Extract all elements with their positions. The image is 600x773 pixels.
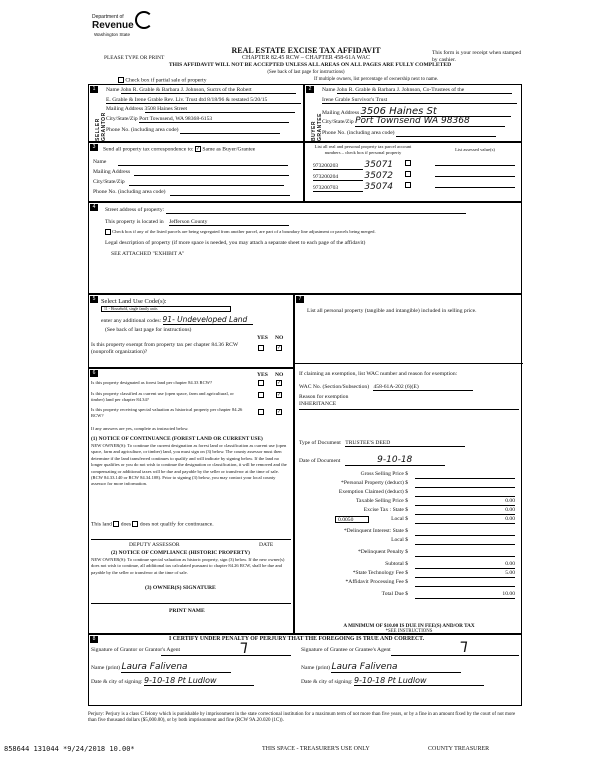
document-date-label: Date of Document [299, 458, 341, 464]
tax-row-value [415, 528, 515, 536]
tax-row-label: Local $ [391, 537, 408, 543]
tax-row-label: Total Due $ [381, 591, 408, 597]
grantee-date-label: Date & city of signing: [301, 679, 353, 685]
historical-yes-checkbox[interactable] [258, 409, 264, 415]
parcel-list-header: List all real and personal property tax parcel account numbers – check box if personal property [314, 144, 412, 155]
same-as-buyer-checkbox[interactable]: ✓ [195, 147, 201, 152]
additional-codes-label: enter any additional codes: [101, 318, 162, 324]
owner-signature-line [91, 603, 291, 604]
does-label: does [120, 521, 132, 528]
forest-land-question: Is this property designated as forest land per chapter 84.33 RCW? [91, 380, 213, 385]
document-date: 9-10-18 [345, 455, 445, 466]
tax-row [295, 507, 523, 515]
perjury-notice: Perjury: Perjury is a class C felony which is punishable by imprisonment in the state correctional institution for a maximum term of not more than five years, or by a fine in an amount fixed by the court of not more than five thousand dollars ($5,000.00), or by both imprisonment and fine (RCW 9A.20.020 (1C)). [88, 712, 516, 724]
section-number: 7 [296, 296, 304, 303]
corr-phone [170, 189, 290, 196]
dor-logo-mark-icon [135, 11, 153, 29]
parcel-number: 973200203 [313, 163, 363, 170]
dor-logo-line1: Department of [92, 14, 124, 20]
parcel-list [304, 142, 522, 202]
grantor-date: 9-10-18 Pt Ludlow [144, 676, 254, 686]
land-use-select[interactable]: 11 - Household, single family units [101, 306, 231, 312]
form-chapter: CHAPTER 82.45 RCW – CHAPTER 458-61A WAC [242, 55, 370, 61]
tax-row-value: 5.00 [415, 570, 515, 578]
tax-row-label: *Delinquent Penalty $ [357, 549, 408, 555]
tax-row-label: *State Technology Fee $ [352, 570, 408, 576]
minimum-due: A MINIMUM OF $10.00 IS DUE IN FEE(S) AND/OR TAX [343, 623, 475, 629]
partial-sale-label: Check box if partial sale of property [125, 77, 207, 84]
county-treasurer-label: COUNTY TREASURER [428, 746, 490, 752]
corr-name [118, 159, 288, 166]
buyer-phone-label: Phone No. (including area code) [322, 130, 395, 136]
local-label: Local $ [391, 516, 408, 522]
grantor-signature-label: Signature of Grantor or Grantor's Agent [91, 647, 181, 653]
section-number: 4 [90, 204, 98, 211]
seller-side-label: SELLER GRANTOR [95, 112, 107, 141]
multiple-owners-note: If multiple owners, list percentage of ownership next to name. [314, 77, 439, 82]
assessed-value-header: List assessed value(s) [455, 147, 495, 152]
seller-phone [180, 127, 280, 134]
section-number: 6 [90, 370, 98, 377]
see-instructions: *SEE INSTRUCTIONS [385, 629, 433, 634]
personal-property-checkbox[interactable] [405, 171, 411, 177]
print-name-label: PRINT NAME [169, 608, 205, 614]
section-number: 3 [90, 144, 98, 151]
if-yes-note: If any answers are yes, complete as instructed below. [91, 426, 189, 431]
section-number: 2 [306, 86, 314, 93]
section-8-certification [88, 634, 522, 706]
seller-address: 3508 Haines Street [145, 106, 295, 113]
section-1-seller [88, 84, 304, 142]
yes-header: YES [257, 335, 268, 341]
deputy-assessor-label: DEPUTY ASSESSOR [129, 542, 180, 548]
section-3-correspondence [88, 142, 304, 202]
county: Jefferson County [169, 219, 289, 226]
segregated-label: Check box if any of the listed parcels are being segregated from another parcel, are part of a boundary line adjustment or parcels being merged. [112, 229, 376, 235]
dor-logo-line3: Washington State [94, 32, 131, 37]
dor-logo-line2: Revenue [92, 20, 134, 31]
assessed-value-line [435, 176, 515, 177]
forest-no-checkbox[interactable]: ✓ [277, 381, 282, 386]
partial-sale [118, 77, 207, 83]
buyer-city: Port Townsend WA 98368 [355, 117, 505, 127]
exempt-no-checkbox[interactable]: ✓ [277, 346, 282, 351]
tax-row [295, 570, 523, 578]
tax-row-label: Subtotal $ [385, 561, 408, 567]
section-6-designation [88, 368, 294, 634]
document-type-label: Type of Document [299, 440, 341, 446]
partial-sale-checkbox[interactable] [118, 77, 124, 83]
tax-row [295, 489, 523, 497]
additional-codes: 91- Undeveloped Land [163, 315, 253, 325]
corr-city-label: City/State/Zip [93, 179, 125, 185]
tax-row [295, 591, 523, 599]
parcel-number: 973200703 [313, 185, 363, 192]
buyer-name-2: Irene Grable Survivor's Trust [322, 97, 517, 104]
grantor-name-label: Name (print) [91, 665, 121, 671]
forest-yes-checkbox[interactable] [258, 380, 264, 386]
grantee-signature-label: Signature of Grantee or Grantee's Agent [301, 647, 391, 653]
exempt-yes-checkbox[interactable] [258, 345, 264, 351]
section-number: 1 [90, 86, 98, 93]
grantee-name: Laura Falivena [331, 662, 461, 673]
qualify-row [91, 521, 214, 527]
no-header: NO [275, 335, 284, 341]
located-label: This property is located in [105, 219, 164, 225]
tax-local-row [295, 516, 523, 524]
tax-row-value: 0.00 [415, 561, 515, 569]
street-address-label: Street address of property: [105, 207, 165, 213]
tax-row [295, 471, 523, 479]
personal-property-checkbox[interactable] [405, 182, 411, 188]
does-not-label: does not qualify for continuance. [139, 521, 214, 528]
parcel-row [313, 160, 393, 170]
owner-signature-title: (3) OWNER(S) SIGNATURE [145, 585, 216, 591]
continuance-title: (1) NOTICE OF CONTINUANCE (FOREST LAND OR CURRENT USE) [91, 436, 263, 442]
tax-row-value [415, 537, 515, 545]
tax-row-label: Gross Selling Price $ [360, 471, 408, 477]
parcel-handwritten: 35072 [364, 171, 394, 181]
historical-question: Is this property receiving special valuation as historical property per chapter 84.26 RCW? [91, 407, 243, 418]
parcel-row [313, 171, 393, 181]
corr-city [129, 179, 284, 186]
local-value: 0.00 [415, 516, 515, 524]
no-header: NO [275, 372, 284, 378]
receipt-note: This form is your receipt when stamped by cashier. [432, 50, 522, 63]
tax-row-label: *Personal Property (deduct) $ [341, 480, 408, 486]
form-see-back: (See back of last page for instructions) [267, 70, 345, 75]
corr-address [134, 169, 289, 176]
parcel-handwritten: 35074 [364, 182, 394, 192]
does-not-checkbox[interactable] [132, 521, 138, 527]
tax-row-label: *Delinquent Interest: State $ [343, 528, 408, 534]
exemption-label: If claiming an exemption, list WAC number and reason for exemption: [299, 371, 458, 377]
deputy-line [91, 539, 291, 540]
treasurer-stamp: 858644 131044 *9/24/2018 10.00* [4, 745, 135, 753]
tax-row [295, 528, 523, 536]
parcel-number: 973200204 [313, 174, 363, 181]
buyer-name-1: John R. Grable & Barbara J. Johnson, Co-Trustees of the [337, 87, 512, 94]
tax-row-label: Exemption Claimed (deduct) $ [338, 489, 408, 495]
local-rate: 0.0050 [335, 516, 369, 523]
tax-row-label: Taxable Selling Price $ [356, 498, 408, 504]
land-use-see-back: (See back of last page for instructions) [105, 327, 192, 333]
wac-label: WAC No. (Section/Subsection) [299, 384, 370, 390]
personal-property-label: List all personal property (tangible and intangible) included in selling price. [307, 308, 477, 314]
buyer-side-label: BUYER GRANTEE [311, 113, 323, 141]
seller-name-label: Name [106, 87, 120, 93]
section-number: 8 [90, 636, 98, 643]
tax-row-label: *Affidavit Processing Fee $ [345, 579, 408, 585]
buyer-city-label: City/State/Zip [322, 119, 354, 125]
same-as-buyer-label: Same as Buyer/Grantee [202, 146, 256, 153]
current-use-no-checkbox[interactable]: ✓ [277, 393, 282, 398]
tax-row [295, 480, 523, 488]
divider [295, 363, 523, 364]
compliance-body: NEW OWNER(S): To continue special valuation as historic property, sign (3) below. If the new owner(s) does not wish to continue, all additional tax calculated pursuant to chapter 84.26 RCW, shall be due and payable by the seller or transferor at the time of sale. [91, 557, 285, 575]
grantor-date-label: Date & city of signing: [91, 679, 143, 685]
grantee-signature-line [391, 655, 519, 656]
seller-city: Port Townsend, WA 98368-6153 [139, 116, 289, 123]
form-title: REAL ESTATE EXCISE TAX AFFIDAVIT [231, 46, 381, 55]
grantee-signature-icon: ᒣ [459, 640, 468, 656]
grantor-signature-icon: ᒣ [239, 641, 248, 657]
tax-row [295, 537, 523, 545]
buyer-address: 3506 Haines St [361, 107, 511, 117]
legal-description-label: Legal description of property (if more space is needed, you may attach a separate sheet to each page of the affidavit) [105, 240, 366, 246]
tax-row-value [415, 471, 515, 479]
wac-number: 458-61A-202 (6)(E) [373, 384, 473, 391]
tax-row-value [415, 579, 515, 587]
buyer-address-label: Mailing Address [322, 110, 360, 116]
section-7-tax [294, 294, 522, 634]
personal-property-checkbox[interactable] [405, 160, 411, 166]
legal-description: SEE ATTACHED "EXHIBIT A" [111, 251, 185, 257]
reason: INHERITANCE [299, 401, 337, 407]
dor-logo [92, 11, 162, 45]
grantor-name: Laura Falivena [121, 662, 231, 673]
tax-row [295, 579, 523, 587]
grantee-name-label: Name (print) [301, 665, 331, 671]
please-type: PLEASE TYPE OR PRINT [104, 55, 165, 61]
tax-row-value [415, 489, 515, 497]
tax-row-value: 0.00 [415, 498, 515, 506]
land-use-label: Select Land Use Code(s): [101, 298, 167, 305]
street-address [166, 207, 466, 214]
historical-no-checkbox[interactable]: ✓ [277, 410, 282, 415]
segregated-checkbox[interactable] [105, 229, 111, 235]
buyer-name-label: Name [322, 87, 336, 93]
continuance-body: NEW OWNER(S): To continue the current designation as forest land or classification as current use (open space, farm and agriculture, or timber) land, you must sign on (3) below. The county assessor must then determine if the land transferred continues to qualify and will indicate by signing below. If the land no longer qualifies or you do not wish to continue the designation or classification, it will be removed and the compensating or additional taxes will be due and payable by the seller or transferor at the time of sale. (RCW 84.33.140 or RCW 84.34.108). Prior to signing (3) below, you may contact your local county assessor for more information. [91, 443, 287, 487]
seller-name-1: John R. Grable & Barbara J. Johnson, Suctrs of the Robert [121, 87, 296, 94]
assessed-value-line [435, 187, 515, 188]
reason-line [299, 409, 519, 410]
reason-label: Reason for exemption [299, 394, 349, 400]
seller-city-label: City/State/Zip [106, 116, 138, 122]
certify-statement: I CERTIFY UNDER PENALTY OF PERJURY THAT THE FOREGOING IS TRUE AND CORRECT. [169, 636, 425, 642]
form-warning: THIS AFFIDAVIT WILL NOT BE ACCEPTED UNLESS ALL AREAS ON ALL PAGES ARE FULLY COMPLETED [168, 62, 452, 68]
seller-name-2: E. Grable & Irene Grable Rev. Liv. Trust dtd 8/18/96 & restated 5/20/15 [106, 97, 301, 104]
send-correspondence-label: Send all property tax correspondence to: [103, 146, 194, 153]
treasurer-use-label: THIS SPACE - TREASURER'S USE ONLY [262, 746, 370, 752]
exempt-question: Is this property exempt from property tax per chapter 84.36 RCW (nonprofit organization)? [91, 342, 239, 355]
tax-row [295, 549, 523, 557]
grantor-signature-line [161, 655, 291, 656]
current-use-question: Is this property classified as current use (open space, farm and agricultural, or timber) land per chapter 84.34? [91, 391, 234, 402]
corr-address-label: Mailing Address [93, 169, 131, 175]
section-5-land-use [88, 294, 294, 368]
current-use-yes-checkbox[interactable] [258, 392, 264, 398]
deputy-date-label: DATE [259, 542, 274, 548]
does-checkbox[interactable] [113, 521, 119, 527]
tax-row [295, 498, 523, 506]
yes-header: YES [257, 372, 268, 378]
tax-row-label: Excise Tax : State $ [363, 507, 408, 513]
tax-row-value: 0.00 [415, 507, 515, 515]
grantee-date: 9-10-18 Pt Ludlow [354, 676, 484, 686]
assessed-value-line [435, 165, 515, 166]
tax-row-value [415, 549, 515, 557]
section-4-property [88, 202, 522, 294]
tax-row [295, 561, 523, 569]
corr-phone-label: Phone No. (including area code) [93, 189, 166, 195]
corr-name-label: Name [93, 159, 107, 165]
buyer-phone [396, 130, 496, 137]
parcel-handwritten: 35071 [364, 160, 394, 170]
parcel-row [313, 182, 393, 192]
seller-phone-label: Phone No. (including area code) [106, 127, 179, 133]
seller-address-label: Mailing Address [106, 106, 144, 112]
tax-row-value [415, 480, 515, 488]
tax-row-value: 10.00 [415, 591, 515, 599]
section-number: 5 [90, 296, 98, 303]
section-2-buyer [304, 84, 522, 142]
compliance-title: (2) NOTICE OF COMPLIANCE (HISTORIC PROPERTY) [111, 550, 250, 556]
this-land-label: This land [91, 521, 112, 528]
document-type: TRUSTEE'S DEED [345, 440, 465, 447]
